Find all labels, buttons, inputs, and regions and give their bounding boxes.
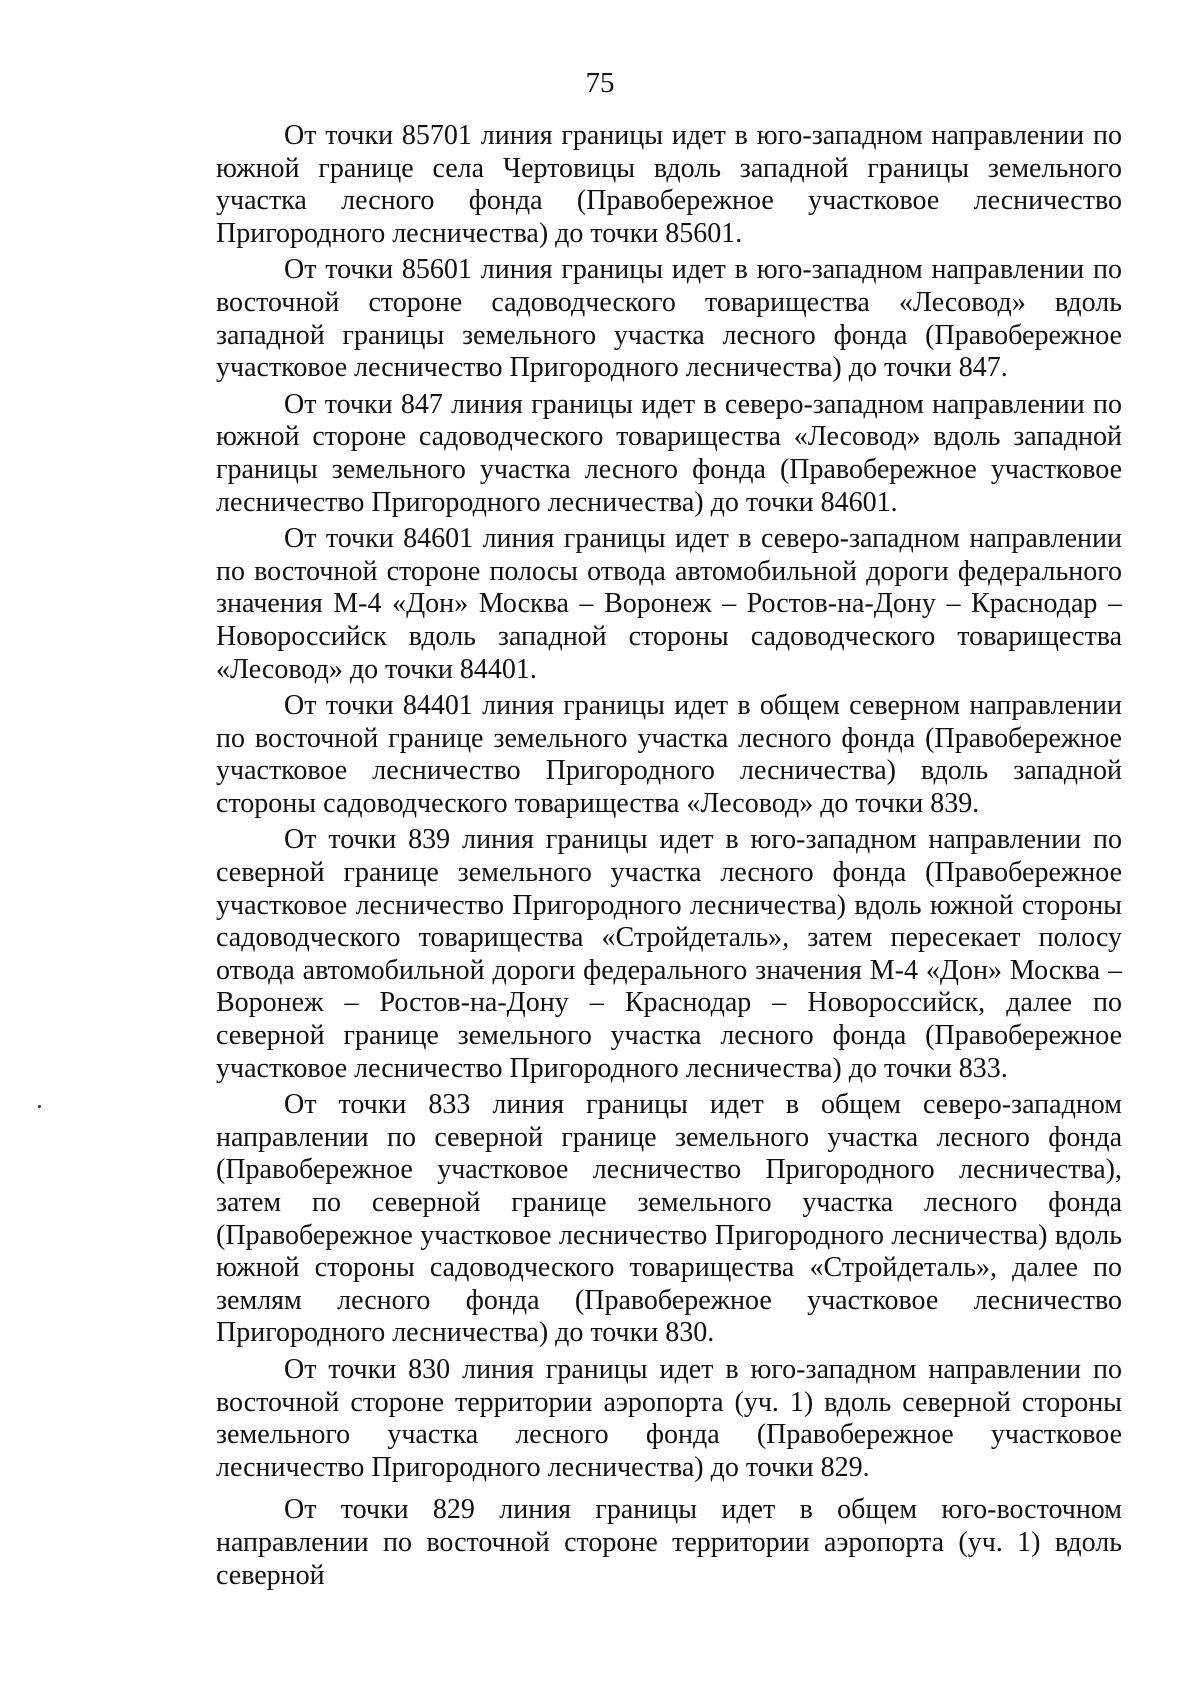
page-number: 75 — [585, 67, 615, 99]
paragraph-point-839: От точки 839 линия границы идет в юго-западном направлении по северной границе земельного участка лесного фонда (Правобережное участковое лесничество Пригородного лесничества) вдоль южной стороны садоводческого товарищества «Стройдеталь», затем пересекает полосу отвода автомобильной дороги федерального значения М-4 «Дон» Москва – Воронеж – Ростов-на-Дону – Краснодар – Новороссийск, далее по северной границе земельного участка лесного фонда (Правобережное участковое лесничество Пригородного лесничества) до точки 833. — [216, 824, 1122, 1084]
paragraph-point-833: От точки 833 линия границы идет в общем северо-западном направлении по северной границе земельного участка лесного фонда (Правобережное участковое лесничество Пригородного лесничества), затем по северной границе земельного участка лесного фонда (Правобережное участковое лесничество Пригородного лесничества) вдоль южной стороны садоводческого товарищества «Стройдеталь», далее по землям лесного фонда (Правобережное участковое лесничество Пригородного лесничества) до точки 830. — [216, 1089, 1122, 1349]
paragraph-point-847: От точки 847 линия границы идет в северо-западном направлении по южной стороне садоводческого товарищества «Лесовод» вдоль западной границы земельного участка лесного фонда (Правобережное участковое лесничество Пригородного лесничества) до точки 84601. — [216, 388, 1122, 518]
paragraph-point-85701: От точки 85701 линия границы идет в юго-западном направлении по южной границе села Чертовицы вдоль западной границы земельного участка лесного фонда (Правобережное участковое лесничество Пригородного лесничества) до точки 85601. — [216, 120, 1122, 249]
paragraph-point-830: От точки 830 линия границы идет в юго-западном направлении по восточной стороне территории аэропорта (уч. 1) вдоль северной стороны земельного участка лесного фонда (Правобережное участковое лесничество Пригородного лесничества) до точки 829. — [216, 1353, 1122, 1483]
paragraph-point-829: От точки 829 линия границы идет в общем юго-восточном направлении по восточной стороне территории аэропорта (уч. 1) вдоль северной — [216, 1494, 1122, 1591]
scan-speck — [38, 1105, 41, 1108]
body-text — [216, 120, 1122, 1596]
paragraph-point-85601: От точки 85601 линия границы идет в юго-западном направлении по восточной стороне садоводческого товарищества «Лесовод» вдоль западной границы земельного участка лесного фонда (Правобережное участковое лесничество Пригородного лесничества) до точки 847. — [216, 254, 1122, 384]
paragraph-point-84401: От точки 84401 линия границы идет в общем северном направлении по восточной границе земельного участка лесного фонда (Правобережное участковое лесничество Пригородного лесничества) вдоль западной стороны садоводческого товарищества «Лесовод» до точки 839. — [216, 690, 1122, 819]
paragraph-point-84601: От точки 84601 линия границы идет в северо-западном направлении по восточной стороне полосы отвода автомобильной дороги федерального значения М-4 «Дон» Москва – Воронеж – Ростов-на-Дону – Краснодар – Новороссийск вдоль западной стороны садоводческого товарищества «Лесовод» до точки 84401. — [216, 523, 1122, 685]
